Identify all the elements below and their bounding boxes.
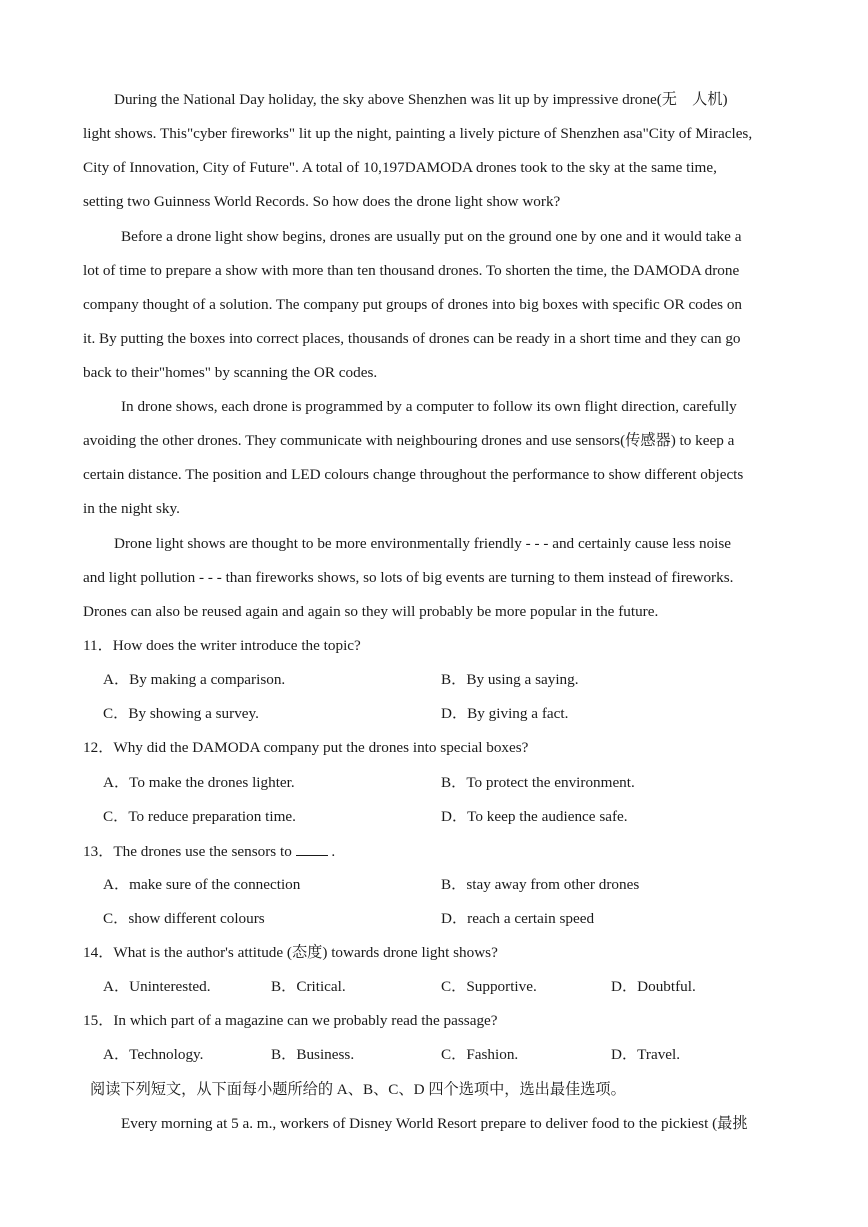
option-b[interactable]: B．Critical. xyxy=(271,978,346,995)
option-c[interactable]: C．Fashion. xyxy=(441,1046,519,1063)
section-instruction: 阅读下列短文，从下面每小题所给的 A、B、C、D 四个选项中，选出最佳选项。 xyxy=(90,1081,626,1098)
question-stem: 14．What is the author's attitude (态度) towards drone light shows? xyxy=(83,944,498,961)
passage-line: back to their"homes" by scanning the OR codes. xyxy=(83,364,378,381)
option-b[interactable]: B．By using a saying. xyxy=(441,671,579,688)
passage-line: company thought of a solution. The company put groups of drones into big boxes with specific OR codes on xyxy=(83,296,743,313)
passage-line: it. By putting the boxes into correct places, thousands of drones can be ready in a short time and they can go xyxy=(83,330,741,347)
option-c[interactable]: C．show different colours xyxy=(103,910,265,927)
option-c[interactable]: C．Supportive. xyxy=(441,978,537,995)
option-b[interactable]: B．stay away from other drones xyxy=(441,876,640,893)
answer-blank xyxy=(296,841,328,856)
option-c[interactable]: C．By showing a survey. xyxy=(103,705,259,722)
passage-line: setting two Guinness World Records. So how does the drone light show work? xyxy=(83,193,561,210)
question-stem: 15．In which part of a magazine can we probably read the passage? xyxy=(83,1012,498,1029)
passage-line: light shows. This"cyber fireworks" lit up the night, painting a lively picture of Shenzhen asa"City of Miracles, xyxy=(83,125,753,142)
option-a[interactable]: A．To make the drones lighter. xyxy=(103,774,295,791)
passage-line: and light pollution - - - than fireworks shows, so lots of big events are turning to them instead of fireworks. xyxy=(83,569,734,586)
passage-line: lot of time to prepare a show with more than ten thousand drones. To shorten the time, the DAMODA drone xyxy=(83,262,740,279)
passage-line: Before a drone light show begins, drones are usually put on the ground one by one and it would take a xyxy=(121,228,742,245)
option-b[interactable]: B．To protect the environment. xyxy=(441,774,635,791)
question-stem: 12．Why did the DAMODA company put the drones into special boxes? xyxy=(83,739,529,756)
passage-line: in the night sky. xyxy=(83,500,180,517)
passage-line: During the National Day holiday, the sky above Shenzhen was lit up by impressive drone(无 人机) xyxy=(114,91,728,108)
option-d[interactable]: D．By giving a fact. xyxy=(441,705,569,722)
option-d[interactable]: D．To keep the audience safe. xyxy=(441,808,628,825)
question-stem-text: 13．The drones use the sensors to xyxy=(83,843,292,860)
question-stem xyxy=(83,841,335,862)
option-a[interactable]: A．By making a comparison. xyxy=(103,671,286,688)
option-d[interactable]: D．Doubtful. xyxy=(611,978,696,995)
option-a[interactable]: A．make sure of the connection xyxy=(103,876,301,893)
option-a[interactable]: A．Uninterested. xyxy=(103,978,211,995)
passage-line: Drone light shows are thought to be more environmentally friendly - - - and certainly cause less noise xyxy=(114,535,732,552)
passage-line: Every morning at 5 a. m., workers of Disney World Resort prepare to deliver food to the pickiest (最挑 xyxy=(121,1115,748,1132)
passage-line: In drone shows, each drone is programmed by a computer to follow its own flight direction, carefully xyxy=(121,398,737,415)
option-a[interactable]: A．Technology. xyxy=(103,1046,204,1063)
option-d[interactable]: D．Travel. xyxy=(611,1046,681,1063)
passage-line: avoiding the other drones. They communicate with neighbouring drones and use sensors(传感器) to keep a xyxy=(83,432,735,449)
option-d[interactable]: D．reach a certain speed xyxy=(441,910,595,927)
option-c[interactable]: C．To reduce preparation time. xyxy=(103,808,296,825)
passage-line: certain distance. The position and LED colours change throughout the performance to show different objects xyxy=(83,466,744,483)
passage-line: City of Innovation, City of Future". A total of 10,197DAMODA drones took to the sky at the same time, xyxy=(83,159,717,176)
question-stem: 11．How does the writer introduce the topic? xyxy=(83,637,361,654)
option-b[interactable]: B．Business. xyxy=(271,1046,355,1063)
passage-line: Drones can also be reused again and again so they will probably be more popular in the future. xyxy=(83,603,659,620)
question-stem-end: . xyxy=(331,843,336,860)
